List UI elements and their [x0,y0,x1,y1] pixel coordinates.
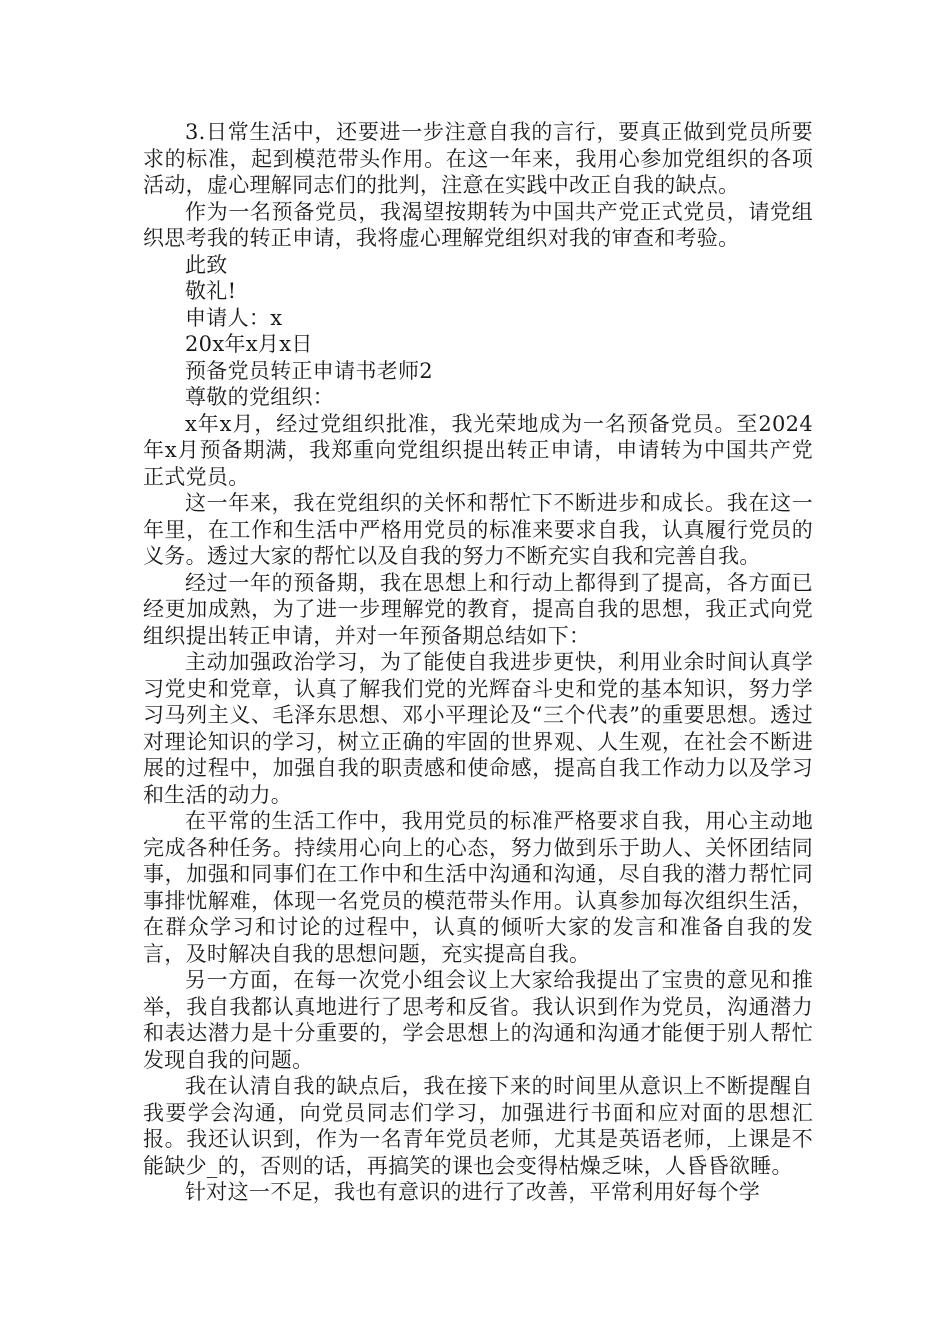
paragraph-growth: 这一年来，我在党组织的关怀和帮忙下不断进步和成长。我在这一年里，在工作和生活中严格用党员的标准来要求自我，认真履行党员的义务。透过大家的帮忙以及自我的努力不断充实自我和完善自我。 [143,491,813,568]
paragraph-summary-intro: 经过一年的预备期，我在思想上和行动上都得到了提高，各方面已经更加成熟，为了进一步理解党的教育，提高自我的思想，我正式向党组织提出转正申请，并对一年预备期总结如下： [143,570,813,648]
paragraph-daily-life: 3.日常生活中，还要进一步注意自我的言行，要真正做到党员所要求的标准，起到模范带头作用。在这一年来，我用心参加党组织的各项活动，虚心理解同志们的批判，注意在实践中改正自我的缺点。 [143,120,813,197]
section-heading: 预备党员转正申请书老师2 [185,358,433,383]
paragraph-membership: x年x月，经过党组织批准，我光荣地成为一名预备党员。至2024年x月预备期满，我郑重向党组织提出转正申请，申请转为中国共产党正式党员。 [143,411,813,489]
closing-salutation: 此致 [185,252,228,277]
paragraph-continuation: 针对这一不足，我也有意识的进行了改善，平常利用好每个学 [185,1180,761,1204]
paragraph-probation-request: 作为一名预备党员，我渴望按期转为中国共产党正式党员，请党组织思考我的转正申请，我将虚心理解党组织对我的审查和考验。 [143,199,813,250]
paragraph-feedback: 另一方面，在每一次党小组会议上大家给我提出了宝贵的意见和推举，我自我都认真地进行了思考和反省。我认识到作为党员，沟通潜力和表达潜力是十分重要的，学会思想上的沟通和沟通才能便于别人帮忙发现自我的问题。 [143,968,813,1072]
paragraph-work-standard: 在平常的生活工作中，我用党员的标准严格要求自我，用心主动地完成各种任务。持续用心向上的心态，努力做到乐于助人、关怀团结同事，加强和同事们在工作中和生活中沟通和沟通，尽自我的潜力帮忙同事排忧解难，体现一名党员的模范带头作用。认真参加每次组织生活，在群众学习和讨论的过程中，认真的倾听大家的发言和准备自我的发言，及时解决自我的思想问题，充实提高自我。 [143,809,813,966]
application-date: 20x年x月x日 [185,332,313,356]
paragraph-improvement: 我在认清自我的缺点后，我在接下来的时间里从意识上不断提醒自我要学会沟通，向党员同志们学习，加强进行书面和应对面的思想汇报。我还认识到，作为一名青年党员老师，尤其是英语老师，上课是不能缺少_的，否则的话，再搞笑的课也会变得枯燥乏味，人昏昏欲睡。 [143,1074,813,1178]
closing-regards: 敬礼! [185,279,237,303]
paragraph-political-study: 主动加强政治学习，为了能使自我进步更快，利用业余时间认真学习党史和党章，认真了解我们党的光辉奋斗史和党的基本知识，努力学习马列主义、毛泽东思想、邓小平理论及“三个代表”的重要思想。透过对理论知识的学习，树立正确的牢固的世界观、人生观，在社会不断进展的过程中，加强自我的职责感和使命感，提高自我工作动力以及学习和生活的动力。 [143,650,813,807]
greeting: 尊敬的党组织： [185,385,335,409]
applicant-name: 申请人：x [185,305,283,330]
document-body [143,119,813,1206]
